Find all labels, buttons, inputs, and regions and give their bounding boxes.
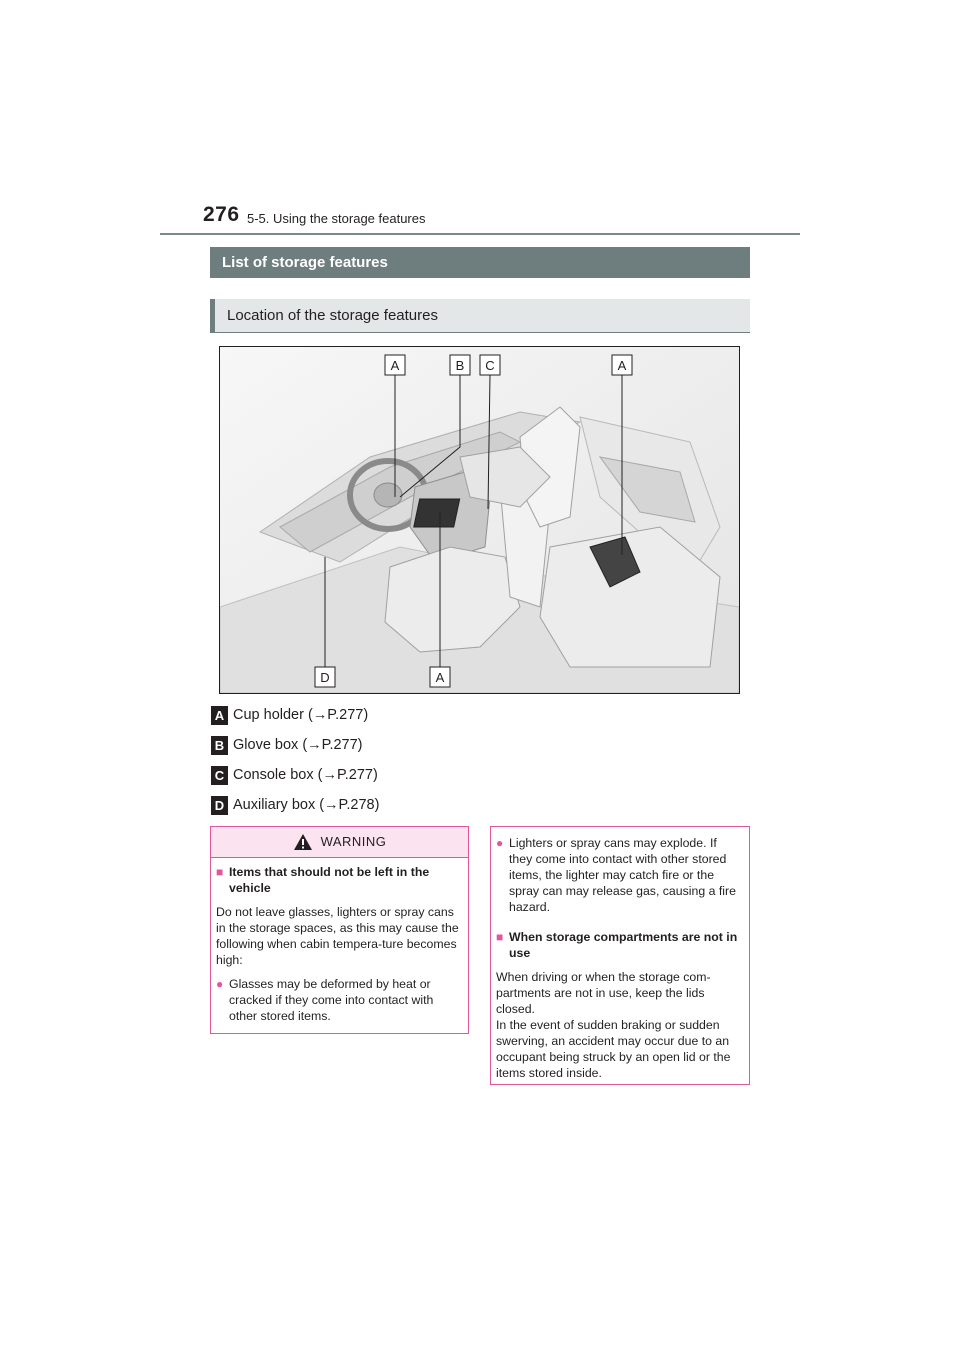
warning-paragraph: When driving or when the storage com-partments are not in use, keep the lids closed. — [496, 970, 711, 1016]
car-interior-illustration — [219, 346, 740, 694]
warning-heading-row — [216, 864, 462, 896]
callout-top-1 — [385, 355, 405, 375]
warning-triangle-icon — [293, 833, 313, 851]
legend-item-cup-holder — [211, 705, 368, 725]
svg-text:A: A — [435, 670, 445, 685]
square-bullet-icon: ■ — [496, 930, 504, 944]
warning-header — [211, 827, 468, 858]
legend-text: Console box (→P.277) — [233, 767, 378, 783]
legend-letter: B — [211, 736, 228, 755]
warning-bullet-text: Lighters or spray cans may explode. If they come into contact with other stored items, the lighter may catch fire or the spray can may release gas, causing a fire hazard. — [509, 836, 736, 914]
subsection-title: Location of the storage features — [227, 307, 438, 324]
circle-bullet-icon: ● — [216, 977, 224, 991]
warning-panel-left — [210, 826, 469, 1034]
square-bullet-icon: ■ — [216, 865, 224, 879]
warning-heading: Items that should not be left in the vehicle — [229, 865, 430, 895]
legend-text: Cup holder (→P.277) — [233, 707, 369, 723]
callout-bottom-2 — [430, 667, 450, 687]
warning-bullet-row — [216, 976, 462, 1024]
warning-panel-right — [490, 826, 750, 1085]
svg-text:C: C — [485, 358, 495, 373]
warning-paragraph: Do not leave glasses, lighters or spray cans in the storage spaces, as this may cause the following when cabin tempera-ture becomes high: — [216, 905, 459, 967]
legend-letter: C — [211, 766, 228, 785]
interior-drawing — [220, 347, 739, 693]
callout-top-3 — [480, 355, 500, 375]
section-title-bar — [210, 247, 750, 278]
svg-text:A: A — [617, 358, 627, 373]
legend-item-glove-box — [211, 735, 363, 755]
legend-letter: A — [211, 706, 228, 725]
svg-text:A: A — [390, 358, 400, 373]
section-title: List of storage features — [222, 254, 388, 271]
warning-bullet-row — [496, 835, 743, 915]
callout-top-2 — [450, 355, 470, 375]
svg-text:D: D — [320, 670, 330, 685]
chapter-title: 5-5. Using the storage features — [247, 211, 426, 226]
warning-heading: When storage compartments are not in use — [509, 930, 738, 960]
svg-text:B: B — [455, 358, 465, 373]
circle-bullet-icon: ● — [496, 836, 504, 850]
legend-item-auxiliary-box — [211, 795, 379, 815]
header-rule — [160, 233, 800, 235]
warning-title: WARNING — [320, 834, 387, 849]
legend-letter: D — [211, 796, 228, 815]
callout-top-4 — [612, 355, 632, 375]
warning-heading-row — [496, 929, 743, 961]
callout-bottom-1 — [315, 667, 335, 687]
legend-item-console-box — [211, 765, 378, 785]
subsection-title-bar — [210, 299, 750, 333]
page-number: 276 — [203, 203, 240, 226]
legend-text: Glove box (→P.277) — [233, 737, 363, 753]
warning-paragraph: In the event of sudden braking or sudden swerving, an accident may occur due to an occupant being struck by an open lid or the items stored inside. — [496, 1018, 731, 1080]
warning-bullet-text: Glasses may be deformed by heat or cracked if they come into contact with other stored items. — [229, 977, 434, 1023]
legend-text: Auxiliary box (→P.278) — [233, 797, 380, 813]
